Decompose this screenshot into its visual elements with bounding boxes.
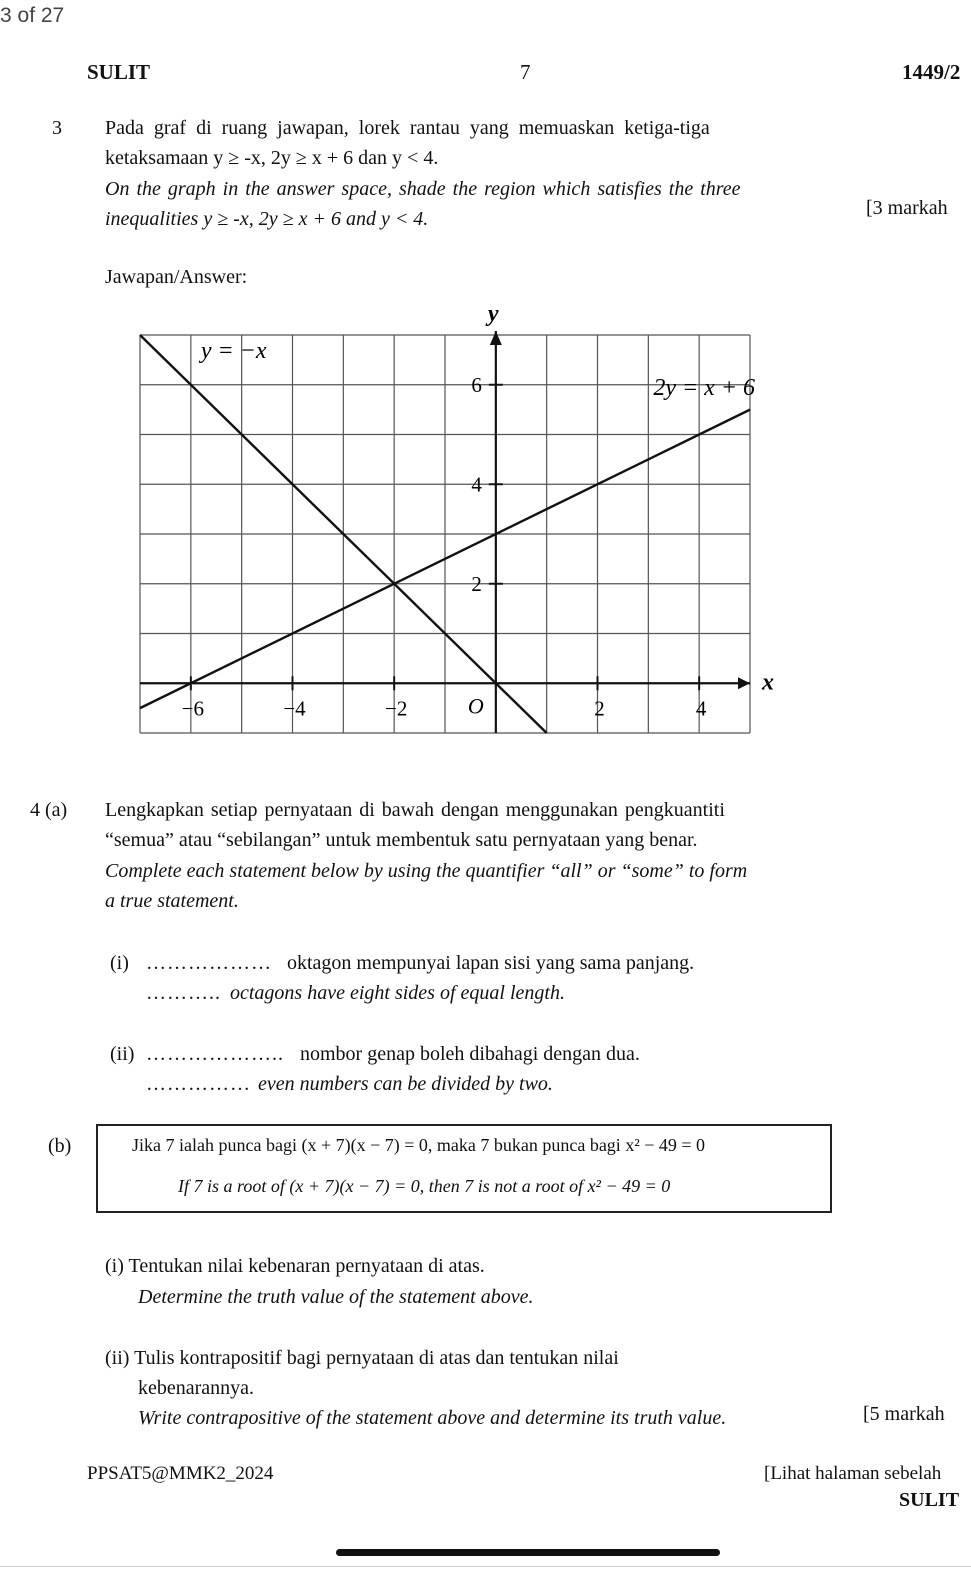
answer-label: Jawapan/Answer: [105, 266, 248, 288]
question-4-english-line2: a true statement. [105, 890, 239, 912]
part-b-label: (b) [48, 1135, 72, 1157]
x-axis-arrow [738, 677, 750, 689]
statement-english: If 7 is a root of (x + 7)(x − 7) = 0, then 7 is not a root of x² − 49 = 0 [178, 1176, 671, 1196]
header-page-number: 7 [520, 60, 531, 84]
part-ii-english: even numbers can be divided by two. [258, 1073, 553, 1095]
graph-labels [182, 301, 774, 720]
statement-malay: Jika 7 ialah punca bagi (x + 7)(x − 7) = 0, maka 7 bukan punca bagi x² − 49 = 0 [132, 1135, 706, 1155]
y-axis-label: y [487, 301, 499, 327]
series-label-y-equals-minus-x: y = −x [200, 337, 267, 364]
question-4-marks: [5 markah [863, 1403, 945, 1425]
part-b-i-english: Determine the truth value of the statement above. [138, 1286, 534, 1308]
question-3-english-line1: On the graph in the answer space, shade the region which satisfies the three [105, 178, 741, 200]
origin-label: O [467, 693, 484, 719]
question-4-malay-line1: Lengkapkan setiap pernyataan di bawah dengan menggunakan pengkuantiti [105, 799, 725, 821]
home-indicator[interactable] [336, 1549, 720, 1556]
part-ii-malay: nombor genap boleh dibahagi dengan dua. [300, 1043, 640, 1065]
inequality-graph [0, 295, 971, 755]
question-3-malay-line1: Pada graf di ruang jawapan, lorek rantau yang memuaskan ketiga-tiga [105, 117, 710, 139]
bottom-divider [0, 1566, 971, 1567]
question-4-english-line1: Complete each statement below by using the quantifier “all” or “some” to form [105, 860, 748, 882]
header-paper-code: 1449/2 [902, 60, 961, 84]
question-4-number: 4 (a) [30, 799, 68, 821]
footer-next-page: [Lihat halaman sebelah [764, 1463, 942, 1484]
x-tick-label: −4 [283, 696, 306, 721]
x-tick-label: −6 [181, 696, 205, 721]
question-3-english-line2: inequalities y ≥ -x, 2y ≥ x + 6 and y < 4. [105, 208, 429, 230]
footer-code: PPSAT5@MMK2_2024 [87, 1463, 274, 1484]
statement-box [96, 1124, 832, 1213]
part-ii-english-blank: …………… [146, 1073, 251, 1095]
part-i-english: octagons have eight sides of equal length. [230, 982, 565, 1004]
part-b-ii-malay-line1: (ii) Tulis kontrapositif bagi pernyataan di atas dan tentukan nilai [105, 1347, 619, 1369]
header-sulit: SULIT [87, 60, 151, 84]
part-i-english-blank: ……….. [146, 982, 221, 1004]
part-i-malay: oktagon mempunyai lapan sisi yang sama panjang. [287, 952, 695, 974]
question-3-malay-line2: ketaksamaan y ≥ -x, 2y ≥ x + 6 dan y < 4. [105, 147, 439, 169]
part-i-blank: ……………… [146, 952, 272, 974]
question-3-number: 3 [52, 117, 62, 139]
footer-sulit: SULIT [899, 1489, 960, 1511]
x-axis-label: x [762, 669, 774, 696]
part-b-ii-malay-line2: kebenarannya. [138, 1377, 255, 1399]
y-tick-label: 4 [471, 472, 482, 497]
part-ii-blank: ……………….. [146, 1043, 284, 1065]
part-b-i-malay: (i) Tentukan nilai kebenaran pernyataan di atas. [105, 1255, 485, 1277]
y-tick-label: 6 [471, 372, 482, 397]
y-axis-arrow [490, 331, 502, 345]
question-4-malay-line2: “semua” atau “sebilangan” untuk membentuk satu pernyataan yang benar. [105, 829, 698, 851]
question-3-marks: [3 markah [866, 197, 948, 219]
part-i-label: (i) [110, 952, 129, 974]
series-label-2y-equals-x-plus-6: 2y = x + 6 [653, 374, 756, 401]
x-tick-label: −2 [384, 696, 408, 721]
x-tick-label: 4 [695, 696, 707, 721]
x-tick-label: 2 [594, 696, 605, 721]
part-b-ii-english: Write contrapositive of the statement above and determine its truth value. [138, 1407, 727, 1429]
y-tick-label: 2 [471, 571, 482, 596]
part-ii-label: (ii) [110, 1043, 135, 1065]
page-counter: 3 of 27 [0, 4, 65, 27]
